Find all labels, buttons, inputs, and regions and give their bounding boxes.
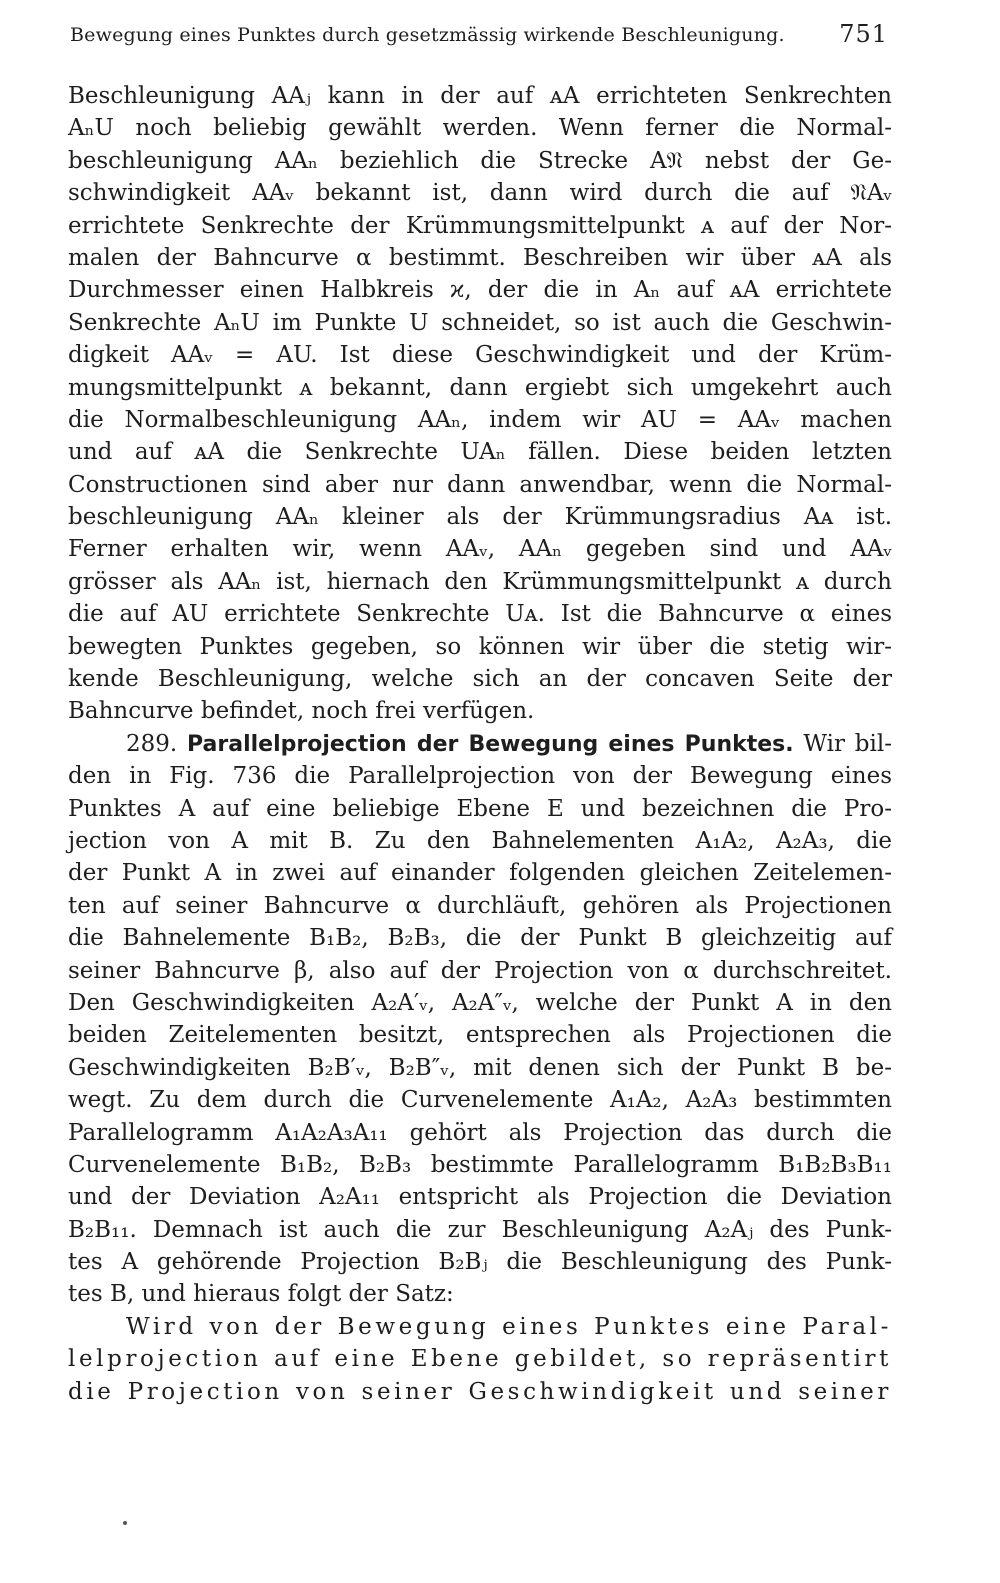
section-heading-line [68, 728, 892, 760]
text-line: die Bahnelemente B₁B₂, B₂B₃, die der Punkt B gleichzeitig auf [68, 925, 892, 952]
text-line: Beschleunigung AAⱼ kann in der auf ᴀA errichteten Senkrechten [68, 83, 892, 109]
text-line: und auf ᴀA die Senkrechte UAₙ fällen. Diese beiden letzten [68, 439, 892, 466]
section-title: Parallelprojection der Bewegung eines Punktes. [187, 731, 794, 757]
section-first-line-tail: Wir bil- [803, 730, 893, 757]
text-line: B₂B₁₁. Demnach ist auch die zur Beschleunigung A₂Aⱼ des Punk- [68, 1216, 892, 1243]
text-line: jection von A mit B. Zu den Bahnelementen A₁A₂, A₂A₃, die [68, 827, 892, 854]
text-line: kende Beschleunigung, welche sich an der concaven Seite der [68, 666, 892, 693]
text-line: Den Geschwindigkeiten A₂A′ᵥ, A₂A″ᵥ, welche der Punkt A in den [68, 989, 892, 1016]
text-line: beschleunigung AAₙ kleiner als der Krümmungsradius Aᴀ ist. [68, 504, 892, 531]
text-line: malen der Bahncurve α bestimmt. Beschreiben wir über ᴀA als [68, 244, 892, 271]
text-line: Geschwindigkeiten B₂B′ᵥ, B₂B″ᵥ, mit denen sich der Punkt B be- [68, 1054, 892, 1081]
text-line: Punktes A auf eine beliebige Ebene E und bezeichnen die Pro- [68, 795, 892, 822]
text-line: Durchmesser einen Halbkreis ϰ, der die in Aₙ auf ᴀA errichtete [68, 277, 892, 304]
text-line: Curvenelemente B₁B₂, B₂B₃ bestimmte Parallelogramm B₁B₂B₃B₁₁ [68, 1151, 892, 1178]
text-line: bewegten Punktes gegeben, so können wir über die stetig wir- [68, 633, 892, 660]
text-line: Senkrechte AₙU im Punkte U schneidet, so ist auch die Geschwin- [68, 309, 892, 336]
text-line: Bahncurve befindet, noch frei verfügen. [68, 698, 535, 725]
theorem-line: lelprojection auf eine Ebene gebildet, so repräsentirt [68, 1346, 892, 1373]
text-line: beiden Zeitelementen besitzt, entsprechen als Projectionen die [68, 1022, 892, 1049]
text-line: errichtete Senkrechte der Krümmungsmittelpunkt ᴀ auf der Nor- [68, 212, 892, 239]
text-line: grösser als AAₙ ist, hiernach den Krümmungsmittelpunkt ᴀ durch [68, 568, 892, 595]
text-line: tes A gehörende Projection B₂Bⱼ die Beschleunigung des Punk- [68, 1249, 892, 1276]
text-line: mungsmittelpunkt ᴀ bekannt, dann ergiebt sich umgekehrt auch [68, 374, 892, 401]
text-line: wegt. Zu dem durch die Curvenelemente A₁A₂, A₂A₃ bestimmten [68, 1087, 892, 1114]
text-line: schwindigkeit AAᵥ bekannt ist, dann wird durch die auf 𝔑Aᵥ [68, 180, 892, 207]
text-line: Constructionen sind aber nur dann anwendbar, wenn die Normal- [68, 471, 892, 498]
page-number: 751 [839, 20, 888, 48]
page-header [70, 20, 888, 54]
text-line: die Normalbeschleunigung AAₙ, indem wir AU = AAᵥ machen [68, 406, 892, 433]
text-line: beschleunigung AAₙ beziehlich die Strecke A𝔑 nebst der Ge- [68, 147, 892, 174]
text-line: tes B, und hieraus folgt der Satz: [68, 1281, 454, 1308]
section-number: 289. [126, 730, 178, 757]
text-line: ten auf seiner Bahncurve α durchläuft, gehören als Projectionen [68, 892, 892, 919]
body-text [68, 80, 892, 1408]
text-line: seiner Bahncurve β, also auf der Projection von α durchschreitet. [68, 957, 892, 984]
text-line: AₙU noch beliebig gewählt werden. Wenn ferner die Normal- [68, 115, 892, 142]
text-line: den in Fig. 736 die Parallelprojection von der Bewegung eines [68, 763, 892, 790]
theorem-line: Wird von der Bewegung eines Punktes eine Paral- [126, 1313, 892, 1340]
text-line: Ferner erhalten wir, wenn AAᵥ, AAₙ gegeben sind und AAᵥ [68, 536, 892, 563]
running-head: Bewegung eines Punktes durch gesetzmässig wirkende Beschleunigung. [70, 24, 785, 46]
text-line: Parallelogramm A₁A₂A₃A₁₁ gehört als Projection das durch die [68, 1119, 892, 1146]
speck-mark [123, 1521, 127, 1525]
text-line: und der Deviation A₂A₁₁ entspricht als Projection die Deviation [68, 1184, 892, 1211]
text-line: digkeit AAᵥ = AU. Ist diese Geschwindigkeit und der Krüm- [68, 342, 892, 369]
text-line: die auf AU errichtete Senkrechte Uᴀ. Ist die Bahncurve α eines [68, 601, 892, 628]
text-line: der Punkt A in zwei auf einander folgenden gleichen Zeitelemen- [68, 860, 892, 887]
theorem-line: die Projection von seiner Geschwindigkeit und seiner [68, 1378, 892, 1405]
